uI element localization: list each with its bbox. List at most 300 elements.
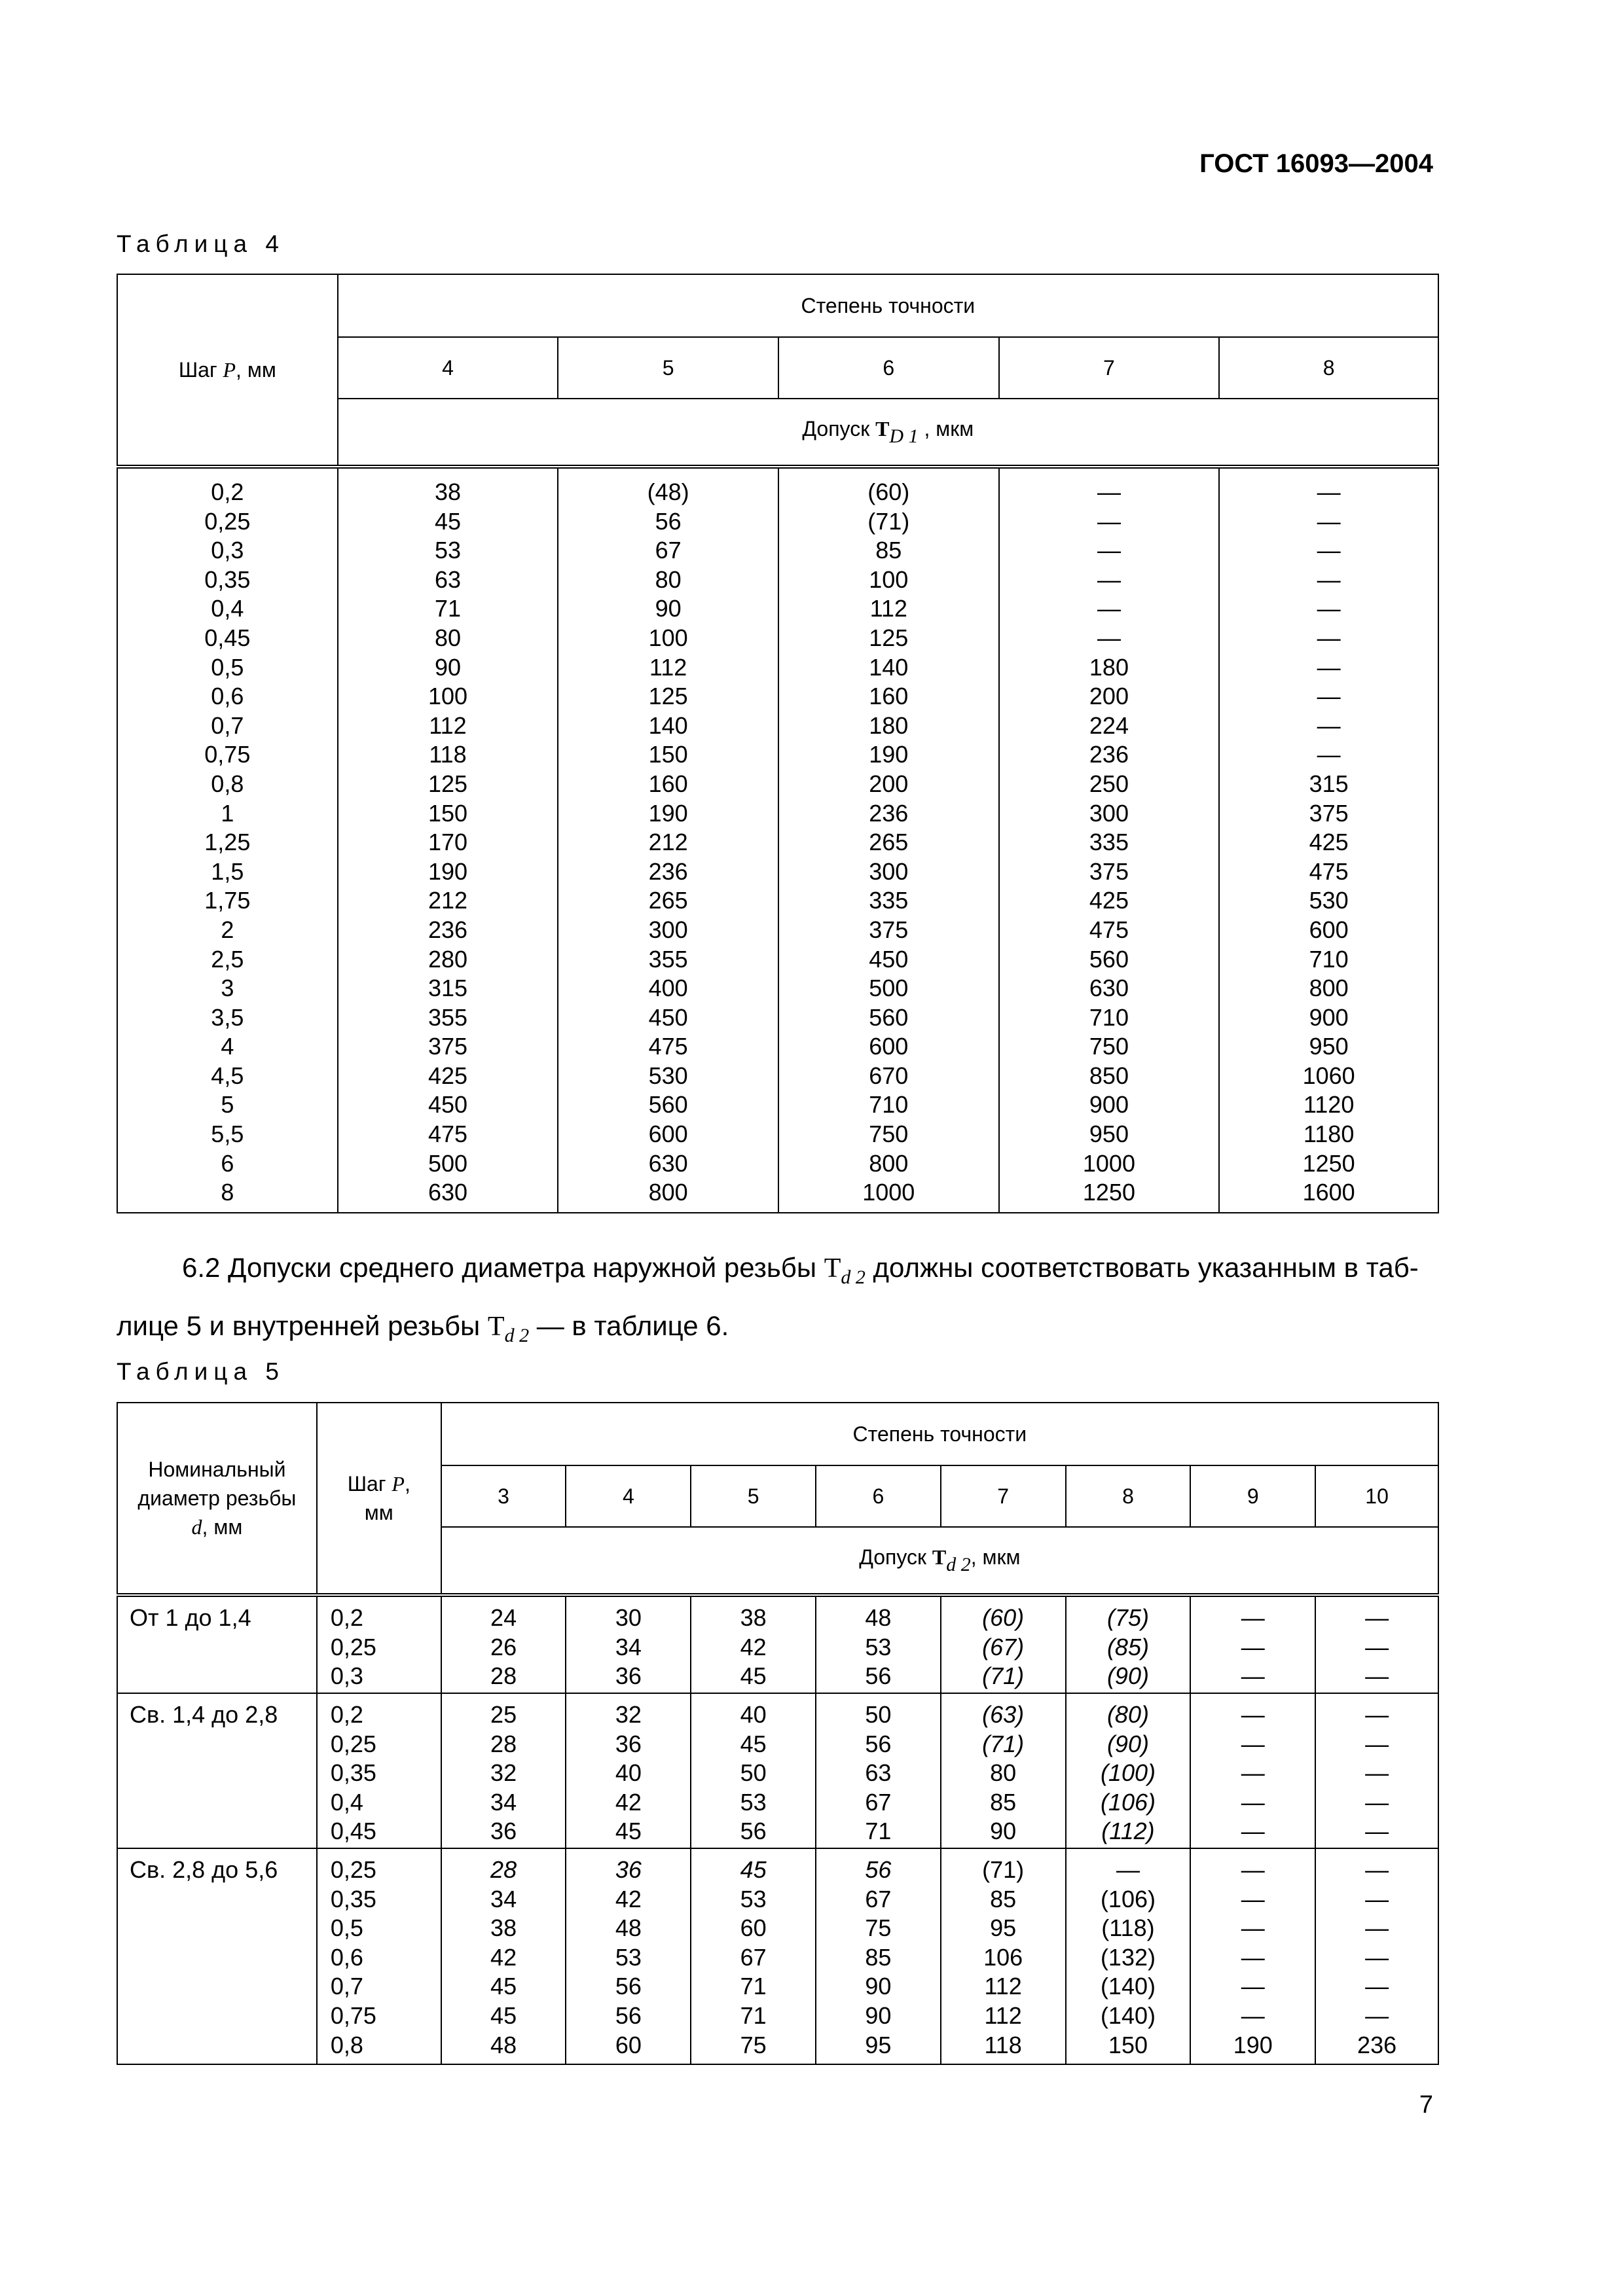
table-cell: 236 <box>428 916 468 943</box>
tolerance-cell <box>941 1595 1066 1693</box>
table-cell: 5 <box>221 1091 234 1119</box>
table-cell: 375 <box>428 1033 468 1060</box>
table-cell: 710 <box>1309 945 1349 973</box>
tolerance-value: 42 <box>615 1788 642 1816</box>
tolerance-cell <box>1315 1693 1438 1848</box>
table-cell: — <box>1097 595 1121 622</box>
table-cell: — <box>1317 595 1341 622</box>
table-cell: 425 <box>1089 887 1129 914</box>
tolerance-value: 190 <box>1233 2031 1273 2058</box>
table-cell: 800 <box>648 1179 688 1206</box>
table-cell: 224 <box>1089 711 1129 739</box>
tolerance-value: — <box>1241 1759 1265 1787</box>
table-cell: 56 <box>655 507 682 535</box>
grade-header: 5 <box>691 1465 816 1527</box>
pitch-value: 0,45 <box>330 1818 376 1845</box>
table-4 <box>117 274 1439 1213</box>
table-cell: 2,5 <box>211 945 244 973</box>
table-cell: 125 <box>869 624 909 651</box>
tolerance-value: 36 <box>615 1856 642 1883</box>
table-cell: 1600 <box>1302 1179 1355 1206</box>
grade-header: 8 <box>1219 337 1438 399</box>
tolerance-value: — <box>1241 1973 1265 2000</box>
tolerance-value: 45 <box>740 1856 767 1883</box>
tolerance-value: 56 <box>615 1973 642 2000</box>
tolerance-value: 48 <box>865 1604 892 1631</box>
table-cell: 170 <box>428 829 468 856</box>
table-cell: 560 <box>648 1091 688 1119</box>
table-cell: 1 <box>221 799 234 827</box>
grade-4-column <box>338 467 558 1213</box>
table-cell: 190 <box>869 741 909 768</box>
table-cell: — <box>1317 507 1341 535</box>
table-cell: 180 <box>1089 653 1129 681</box>
tolerance-value: (67) <box>982 1633 1025 1660</box>
table-cell: 450 <box>428 1091 468 1119</box>
tolerance-cell <box>1190 1693 1315 1848</box>
table-cell: (48) <box>647 478 689 505</box>
pitch-value: 0,25 <box>330 1730 376 1757</box>
tolerance-value: (63) <box>982 1701 1025 1728</box>
tolerance-value: 45 <box>490 1973 517 2000</box>
tolerance-value: — <box>1365 1885 1389 1912</box>
tolerance-value: — <box>1365 1914 1389 1942</box>
table-cell: 800 <box>869 1149 909 1177</box>
pitch-cell <box>317 1693 441 1848</box>
pitch-header: Шаг P, мм <box>317 1403 441 1595</box>
table-cell: 375 <box>1309 799 1349 827</box>
pitch-cell <box>317 1848 441 2064</box>
grade-header: 3 <box>441 1465 566 1527</box>
table-cell: 6 <box>221 1149 234 1177</box>
table-cell: 3 <box>221 975 234 1002</box>
table-cell: 125 <box>428 770 468 797</box>
table-cell: 1250 <box>1082 1179 1135 1206</box>
tolerance-value: 42 <box>740 1633 767 1660</box>
tolerance-value: 38 <box>490 1914 517 1942</box>
table-cell: 250 <box>1089 770 1129 797</box>
tolerance-value: — <box>1365 1973 1389 2000</box>
tolerance-value: 32 <box>615 1701 642 1728</box>
table-cell: 200 <box>1089 683 1129 710</box>
table-cell: — <box>1097 507 1121 535</box>
tolerance-value: 150 <box>1108 2031 1148 2058</box>
tolerance-value: 25 <box>490 1701 517 1728</box>
table-cell: 180 <box>869 711 909 739</box>
tolerance-value: — <box>1365 1701 1389 1728</box>
table-cell: 710 <box>1089 1003 1129 1031</box>
pitch-cell <box>317 1595 441 1693</box>
table-cell: 236 <box>648 857 688 885</box>
table-cell: — <box>1317 478 1341 505</box>
paragraph-6-2: 6.2 Допуски среднего диаметра наружной резьбы $T_{d 2}$ должны соответствовать указанным в таб- лице 5 и внутренней резьбы $T_{d 2}$ — в таблице 6. <box>117 1252 1419 1346</box>
table-row <box>117 1693 1438 1848</box>
grade-header: 6 <box>816 1465 941 1527</box>
table-cell: 5,5 <box>211 1121 244 1148</box>
tolerance-value: (60) <box>982 1604 1025 1631</box>
table-cell: 100 <box>869 565 909 593</box>
table-cell: 0,4 <box>211 595 244 622</box>
tolerance-value: 48 <box>615 1914 642 1942</box>
tolerance-value: 85 <box>990 1885 1017 1912</box>
tolerance-value: 28 <box>490 1856 517 1883</box>
tolerance-value: 50 <box>865 1701 892 1728</box>
table-cell: 0,3 <box>211 537 244 564</box>
table-cell: 425 <box>1309 829 1349 856</box>
table-cell: 315 <box>428 975 468 1002</box>
table-cell: 300 <box>869 857 909 885</box>
table-cell: 1060 <box>1302 1062 1355 1089</box>
tolerance-value: 90 <box>990 1818 1017 1845</box>
diameter-range: Св. 2,8 до 5,6 <box>117 1848 317 2064</box>
tolerance-value: 42 <box>490 1943 517 1971</box>
tolerance-value: (71) <box>982 1662 1025 1690</box>
tolerance-value: 53 <box>615 1943 642 1971</box>
table-cell: 475 <box>648 1033 688 1060</box>
tolerance-value: — <box>1365 1943 1389 1971</box>
tolerance-value: 26 <box>490 1633 517 1660</box>
grade-header: 9 <box>1190 1465 1315 1527</box>
tolerance-value: 45 <box>615 1818 642 1845</box>
pitch-value: 0,35 <box>330 1885 376 1912</box>
tolerance-value: 112 <box>984 1973 1022 2000</box>
tolerance-value: — <box>1241 1633 1265 1660</box>
table-cell: 200 <box>869 770 909 797</box>
table-cell: 112 <box>649 653 687 681</box>
table-cell: 212 <box>428 887 468 914</box>
table-cell: 560 <box>869 1003 909 1031</box>
tolerance-cell <box>1190 1595 1315 1693</box>
table-cell: 710 <box>869 1091 909 1119</box>
table-cell: 2 <box>221 916 234 943</box>
table-cell: 0,7 <box>211 711 244 739</box>
tolerance-cell <box>1066 1848 1191 2064</box>
table-cell: 63 <box>434 565 461 593</box>
pitch-value: 0,75 <box>330 2001 376 2029</box>
tolerance-value: 40 <box>615 1759 642 1787</box>
tolerance-value: — <box>1241 1701 1265 1728</box>
tolerance-value: 112 <box>984 2001 1022 2029</box>
document-code: ГОСТ 16093—2004 <box>1199 149 1433 178</box>
tolerance-value: — <box>1365 2001 1389 2029</box>
table-cell: 1000 <box>1082 1149 1135 1177</box>
table-cell: 0,6 <box>211 683 244 710</box>
table-cell: — <box>1317 624 1341 651</box>
table-cell: 375 <box>869 916 909 943</box>
tolerance-cell <box>1190 1848 1315 2064</box>
table-cell: 950 <box>1089 1121 1129 1148</box>
table-cell: 600 <box>648 1121 688 1148</box>
tolerance-value: (140) <box>1100 2001 1156 2029</box>
tolerance-value: — <box>1241 1818 1265 1845</box>
table-cell: 1,25 <box>204 829 251 856</box>
table-cell: 750 <box>1089 1033 1129 1060</box>
table-cell: 67 <box>655 537 682 564</box>
tolerance-value: 90 <box>865 2001 892 2029</box>
tolerance-cell <box>1066 1595 1191 1693</box>
table-cell: 112 <box>429 711 467 739</box>
table-cell: 530 <box>1309 887 1349 914</box>
tolerance-value: 71 <box>740 2001 767 2029</box>
tolerance-value: — <box>1241 2001 1265 2029</box>
tolerance-value: 45 <box>490 2001 517 2029</box>
tolerance-value: 56 <box>615 2001 642 2029</box>
pitch-value: 0,2 <box>330 1604 363 1631</box>
tolerance-value: 85 <box>990 1788 1017 1816</box>
table-cell: 0,35 <box>204 565 251 593</box>
tolerance-value: 95 <box>990 1914 1017 1942</box>
tolerance-cell <box>1315 1595 1438 1693</box>
table-cell: 4,5 <box>211 1062 244 1089</box>
table-cell: 600 <box>869 1033 909 1060</box>
page-number: 7 <box>1419 2091 1433 2119</box>
table-cell: 100 <box>428 683 468 710</box>
tolerance-value: 75 <box>865 1914 892 1942</box>
table-cell: 85 <box>875 537 902 564</box>
grade-header: 8 <box>1066 1465 1191 1527</box>
table-5 <box>117 1402 1439 2065</box>
table-cell: 265 <box>869 829 909 856</box>
pitch-value: 0,35 <box>330 1759 376 1787</box>
diameter-range: От 1 до 1,4 <box>117 1595 317 1693</box>
tolerance-value: — <box>1241 1885 1265 1912</box>
tolerance-value: — <box>1365 1856 1389 1883</box>
table-4-caption: Таблица 4 <box>117 230 285 257</box>
tolerance-value: 53 <box>865 1633 892 1660</box>
table-cell: 140 <box>648 711 688 739</box>
table-cell: 530 <box>648 1062 688 1089</box>
table-cell: 630 <box>428 1179 468 1206</box>
table-cell: 375 <box>1089 857 1129 885</box>
tolerance-value: (85) <box>1106 1633 1149 1660</box>
table-cell: 400 <box>648 975 688 1002</box>
table-cell: 1180 <box>1303 1121 1355 1148</box>
table-cell: 236 <box>1089 741 1129 768</box>
tolerance-value: 50 <box>740 1759 767 1787</box>
pitch-header: Шаг P, мм <box>117 274 338 467</box>
table-cell: 450 <box>648 1003 688 1031</box>
tolerance-value: 236 <box>1357 2031 1397 2058</box>
table-cell: 630 <box>1089 975 1129 1002</box>
table-cell: 0,8 <box>211 770 244 797</box>
tolerance-value: 95 <box>865 2031 892 2058</box>
grade-header: 4 <box>566 1465 691 1527</box>
tolerance-value: 34 <box>615 1633 642 1660</box>
tolerance-value: — <box>1365 1604 1389 1631</box>
table-cell: 300 <box>1089 799 1129 827</box>
tolerance-value: (132) <box>1100 1943 1156 1971</box>
table-cell: 600 <box>1309 916 1349 943</box>
tolerance-value: 36 <box>490 1818 517 1845</box>
tolerance-cell <box>1315 1848 1438 2064</box>
table-cell: 3,5 <box>211 1003 244 1031</box>
tolerance-value: 67 <box>865 1788 892 1816</box>
table-cell: — <box>1097 478 1121 505</box>
table-cell: 38 <box>434 478 461 505</box>
table-cell: 1120 <box>1303 1091 1355 1119</box>
table-cell: 900 <box>1089 1091 1129 1119</box>
pitch-value: 0,5 <box>330 1914 363 1942</box>
table-cell: 500 <box>869 975 909 1002</box>
tolerance-value: 32 <box>490 1759 517 1787</box>
tolerance-cell <box>941 1848 1066 2064</box>
table-cell: 950 <box>1309 1033 1349 1060</box>
table-cell: — <box>1097 565 1121 593</box>
table-cell: 1250 <box>1302 1149 1355 1177</box>
table-cell: 236 <box>869 799 909 827</box>
tolerance-cell <box>816 1693 941 1848</box>
table-cell: — <box>1317 653 1341 681</box>
tolerance-value: 38 <box>740 1604 767 1631</box>
table-cell: — <box>1317 683 1341 710</box>
tolerance-value: 56 <box>740 1818 767 1845</box>
table-cell: 125 <box>648 683 688 710</box>
table-cell: 265 <box>648 887 688 914</box>
table-cell: — <box>1317 741 1341 768</box>
table-cell: 475 <box>1089 916 1129 943</box>
tolerance-value: 71 <box>740 1973 767 2000</box>
table-cell: 140 <box>869 653 909 681</box>
tolerance-value: 42 <box>615 1885 642 1912</box>
table-cell: — <box>1317 537 1341 564</box>
tolerance-value: — <box>1241 1662 1265 1690</box>
tolerance-value: 24 <box>490 1604 517 1631</box>
tolerance-cell <box>691 1595 816 1693</box>
tolerance-value: — <box>1365 1788 1389 1816</box>
tolerance-value: — <box>1241 1856 1265 1883</box>
tolerance-value: — <box>1116 1856 1140 1883</box>
table-cell: 900 <box>1309 1003 1349 1031</box>
table-cell: 1,75 <box>204 887 251 914</box>
table-cell: 800 <box>1309 975 1349 1002</box>
tolerance-value: 71 <box>865 1818 892 1845</box>
table-cell: (71) <box>867 507 910 535</box>
tolerance-header: Допуск Td 2, мкм <box>441 1527 1438 1595</box>
table-cell: 8 <box>221 1179 234 1206</box>
tolerance-value: 45 <box>740 1730 767 1757</box>
tolerance-value: 53 <box>740 1788 767 1816</box>
table-cell: 315 <box>1309 770 1349 797</box>
tolerance-cell <box>441 1848 566 2064</box>
tolerance-cell <box>441 1693 566 1848</box>
tolerance-value: (118) <box>1101 1914 1155 1942</box>
tolerance-value: 85 <box>865 1943 892 1971</box>
diameter-range: Св. 1,4 до 2,8 <box>117 1693 317 1848</box>
tolerance-value: 56 <box>865 1856 892 1883</box>
tolerance-value: 67 <box>740 1943 767 1971</box>
tolerance-value: (90) <box>1106 1730 1149 1757</box>
table-cell: 0,25 <box>204 507 251 535</box>
tolerance-value: 36 <box>615 1730 642 1757</box>
tolerance-value: 67 <box>865 1885 892 1912</box>
tolerance-header: Допуск TD 1 , мкм <box>338 399 1438 467</box>
table-cell: 560 <box>1089 945 1129 973</box>
table-cell: 190 <box>428 857 468 885</box>
table-cell: 1000 <box>862 1179 915 1206</box>
table-cell: 4 <box>221 1033 234 1060</box>
tolerance-value: 60 <box>740 1914 767 1942</box>
pitch-value: 0,8 <box>330 2031 363 2058</box>
table-cell: 90 <box>655 595 682 622</box>
tolerance-value: — <box>1241 1604 1265 1631</box>
pitch-value: 0,6 <box>330 1943 363 1971</box>
table-cell: 53 <box>434 537 461 564</box>
tolerance-cell <box>691 1848 816 2064</box>
tolerance-value: 56 <box>865 1730 892 1757</box>
table-cell: 450 <box>869 945 909 973</box>
tolerance-value: (106) <box>1100 1885 1156 1912</box>
table-cell: — <box>1097 537 1121 564</box>
table-cell: 45 <box>434 507 461 535</box>
table-cell: 80 <box>434 624 461 651</box>
tolerance-value: — <box>1241 1730 1265 1757</box>
table-cell: 212 <box>648 829 688 856</box>
tolerance-cell <box>441 1595 566 1693</box>
table-cell: 0,75 <box>204 741 251 768</box>
tolerance-value: — <box>1241 1943 1265 1971</box>
tolerance-value: 28 <box>490 1730 517 1757</box>
table-cell: 100 <box>648 624 688 651</box>
table-cell: 160 <box>869 683 909 710</box>
tolerance-cell <box>816 1595 941 1693</box>
grade-header: 4 <box>338 337 558 399</box>
tolerance-cell <box>566 1848 691 2064</box>
table-cell: 80 <box>655 565 682 593</box>
table-cell: 0,5 <box>211 653 244 681</box>
table-cell: 190 <box>648 799 688 827</box>
tolerance-value: (140) <box>1100 1973 1156 2000</box>
table-cell: 150 <box>428 799 468 827</box>
tolerance-value: — <box>1365 1633 1389 1660</box>
pitch-value: 0,2 <box>330 1701 363 1728</box>
grade-header: 10 <box>1315 1465 1438 1527</box>
tolerance-value: 106 <box>983 1943 1023 1971</box>
accuracy-grade-header: Степень точности <box>441 1403 1438 1465</box>
tolerance-value: — <box>1365 1759 1389 1787</box>
tolerance-value: — <box>1241 1788 1265 1816</box>
grade-header: 7 <box>941 1465 1066 1527</box>
tolerance-value: — <box>1365 1730 1389 1757</box>
tolerance-value: 63 <box>865 1759 892 1787</box>
table-cell: 300 <box>648 916 688 943</box>
tolerance-value: 40 <box>740 1701 767 1728</box>
table-cell: 90 <box>434 653 461 681</box>
table-cell: 335 <box>1089 829 1129 856</box>
tolerance-value: 80 <box>990 1759 1017 1787</box>
table-cell: 1,5 <box>211 857 244 885</box>
tolerance-value: (71) <box>982 1856 1025 1883</box>
nominal-diameter-header: Номинальный диаметр резьбы d, мм <box>117 1403 317 1595</box>
table-cell: — <box>1317 711 1341 739</box>
table-cell: 500 <box>428 1149 468 1177</box>
tolerance-value: (106) <box>1100 1788 1156 1816</box>
table-cell: 475 <box>1309 857 1349 885</box>
tolerance-value: (90) <box>1106 1662 1149 1690</box>
tolerance-value: 48 <box>490 2031 517 2058</box>
table-cell: 850 <box>1089 1062 1129 1089</box>
table-row <box>117 1595 1438 1693</box>
tolerance-value: — <box>1365 1662 1389 1690</box>
table-cell: 335 <box>869 887 909 914</box>
tolerance-value: (80) <box>1106 1701 1149 1728</box>
pitch-value: 0,4 <box>330 1788 363 1816</box>
table-cell: 475 <box>428 1121 468 1148</box>
tolerance-value: (75) <box>1106 1604 1149 1631</box>
table-cell: 630 <box>648 1149 688 1177</box>
accuracy-grade-header: Степень точности <box>338 274 1438 337</box>
tolerance-value: 118 <box>984 2031 1022 2058</box>
table-cell: 355 <box>428 1003 468 1031</box>
